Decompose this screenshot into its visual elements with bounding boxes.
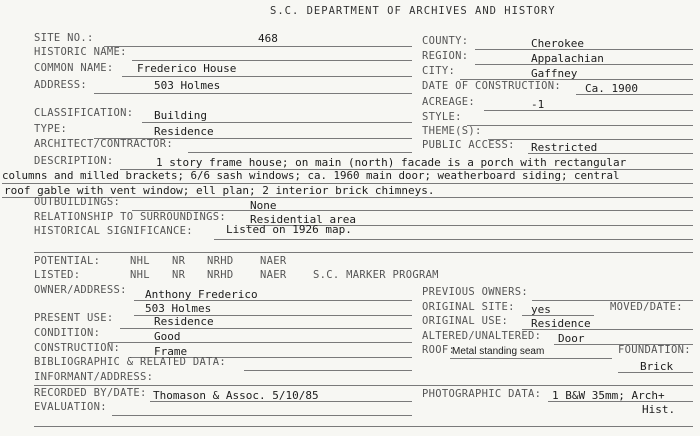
potential-nrhd: NRHD — [207, 255, 234, 267]
potential-nhl: NHL — [130, 255, 150, 267]
condition-label: CONDITION: — [34, 327, 101, 339]
original-site-line — [522, 315, 594, 316]
original-use-value: Residence — [531, 317, 591, 330]
county-value: Cherokee — [531, 37, 584, 50]
recorded-by-line — [150, 401, 412, 402]
roof-line — [450, 358, 612, 359]
previous-owners-label: PREVIOUS OWNERS: — [422, 286, 528, 298]
style-line — [467, 125, 693, 126]
city-value: Gaffney — [531, 67, 578, 80]
evaluation-label: EVALUATION: — [34, 401, 107, 413]
type-value: Residence — [154, 125, 214, 138]
photographic-data-value-1: 1 B&W 35mm; Arch+ — [552, 389, 665, 402]
site-no-value: 468 — [258, 32, 278, 45]
listed-naer: NAER — [260, 269, 287, 281]
present-use-value: Residence — [154, 315, 214, 328]
recorded-by-value: Thomason & Assoc. 5/10/85 — [153, 389, 319, 402]
listed-sc-marker: S.C. MARKER PROGRAM — [313, 269, 439, 281]
potential-naer: NAER — [260, 255, 287, 267]
architect-line — [188, 152, 412, 153]
moved-date-label: MOVED/DATE: — [610, 301, 683, 313]
address-line — [94, 93, 412, 94]
owner-name-value: Anthony Frederico — [145, 288, 258, 301]
common-name-line — [122, 76, 412, 77]
bibliographic-label: BIBLIOGRAPHIC & RELATED DATA: — [34, 356, 227, 368]
county-line — [475, 49, 693, 50]
description-line-1: 1 story frame house; on main (north) facade is a porch with rectangular — [156, 156, 627, 169]
site-no-label: SITE NO.: — [34, 32, 94, 44]
description-label: DESCRIPTION: — [34, 155, 114, 167]
relationship-label: RELATIONSHIP TO SURROUNDINGS: — [34, 211, 227, 223]
roof-value: Metal standing seam — [452, 346, 545, 357]
outbuildings-value: None — [250, 199, 277, 212]
photographic-data-line — [548, 401, 693, 402]
informant-label: INFORMANT/ADDRESS: — [34, 371, 154, 383]
present-use-label: PRESENT USE: — [34, 312, 114, 324]
acreage-label: ACREAGE: — [422, 96, 475, 108]
public-access-line — [528, 153, 693, 154]
construction-label: CONSTRUCTION: — [34, 342, 121, 354]
region-label: REGION: — [422, 50, 469, 62]
city-label: CITY: — [422, 65, 456, 77]
owner-address-label: OWNER/ADDRESS: — [34, 284, 127, 296]
potential-nr: NR — [172, 255, 186, 267]
foundation-value: Brick — [640, 360, 674, 373]
type-label: TYPE: — [34, 123, 68, 135]
section-divider — [34, 252, 693, 253]
historical-significance-label: HISTORICAL SIGNIFICANCE: — [34, 225, 193, 237]
condition-line — [108, 342, 412, 343]
acreage-line — [484, 110, 693, 111]
address-value: 503 Holmes — [154, 79, 221, 92]
architect-label: ARCHITECT/CONTRACTOR: — [34, 138, 174, 150]
evaluation-line — [112, 415, 412, 416]
common-name-value: Frederico House — [137, 62, 237, 75]
description-line-2: columns and milled brackets; 6/6 sash windows; ca. 1960 main door; weatherboard siding; central — [2, 169, 620, 182]
owner-name-line — [134, 300, 412, 301]
original-site-value: yes — [531, 303, 551, 316]
style-label: STYLE: — [422, 111, 462, 123]
outbuildings-label: OUTBUILDINGS: — [34, 196, 121, 208]
roof-label: ROOF: — [422, 344, 456, 356]
bibliographic-line — [244, 370, 412, 371]
address-label: ADDRESS: — [34, 79, 87, 91]
county-label: COUNTY: — [422, 35, 469, 47]
classification-label: CLASSIFICATION: — [34, 107, 134, 119]
common-name-label: COMMON NAME: — [34, 62, 114, 74]
altered-label: ALTERED/UNALTERED: — [422, 330, 542, 342]
themes-label: THEME(S): — [422, 125, 482, 137]
date-construction-value: Ca. 1900 — [585, 82, 638, 95]
date-construction-line — [576, 94, 693, 95]
altered-value: Door — [558, 332, 585, 345]
public-access-label: PUBLIC ACCESS: — [422, 139, 515, 151]
recorded-by-label: RECORDED BY/DATE: — [34, 387, 147, 399]
condition-value: Good — [154, 330, 181, 343]
bottom-line — [34, 426, 693, 427]
classification-line — [142, 122, 412, 123]
listed-nr: NR — [172, 269, 186, 281]
owner-address-value: 503 Holmes — [145, 302, 212, 315]
classification-value: Building — [154, 109, 207, 122]
original-use-line — [522, 329, 693, 330]
present-use-line — [120, 328, 412, 329]
date-construction-label: DATE OF CONSTRUCTION: — [422, 80, 562, 92]
historical-significance-value: Listed on 1926 map. — [226, 223, 352, 236]
acreage-value: -1 — [531, 98, 545, 111]
region-value: Appalachian — [531, 52, 604, 65]
photographic-data-label: PHOTOGRAPHIC DATA: — [422, 388, 542, 400]
construction-value: Frame — [154, 345, 188, 358]
foundation-label: FOUNDATION: — [618, 344, 691, 356]
public-access-value: Restricted — [531, 141, 598, 154]
historic-name-label: HISTORIC NAME: — [34, 46, 127, 58]
original-site-label: ORIGINAL SITE: — [422, 301, 515, 313]
photographic-data-value-2: Hist. — [642, 403, 676, 416]
listed-nhl: NHL — [130, 269, 150, 281]
listed-label: LISTED: — [34, 269, 81, 281]
historic-name-line — [132, 60, 412, 61]
description-line-3: roof gable with vent window; ell plan; 2 interior brick chimneys. — [4, 184, 435, 197]
header-title: S.C. DEPARTMENT OF ARCHIVES AND HISTORY — [270, 5, 556, 17]
site-no-line — [104, 46, 412, 47]
listed-nrhd: NRHD — [207, 269, 234, 281]
region-line — [475, 64, 693, 65]
foundation-line — [618, 372, 693, 373]
historical-significance-line — [214, 239, 693, 240]
relationship-value: Residential area — [250, 213, 356, 226]
original-use-label: ORIGINAL USE: — [422, 315, 509, 327]
themes-line — [488, 139, 693, 140]
potential-label: POTENTIAL: — [34, 255, 101, 267]
informant-line — [34, 385, 693, 386]
